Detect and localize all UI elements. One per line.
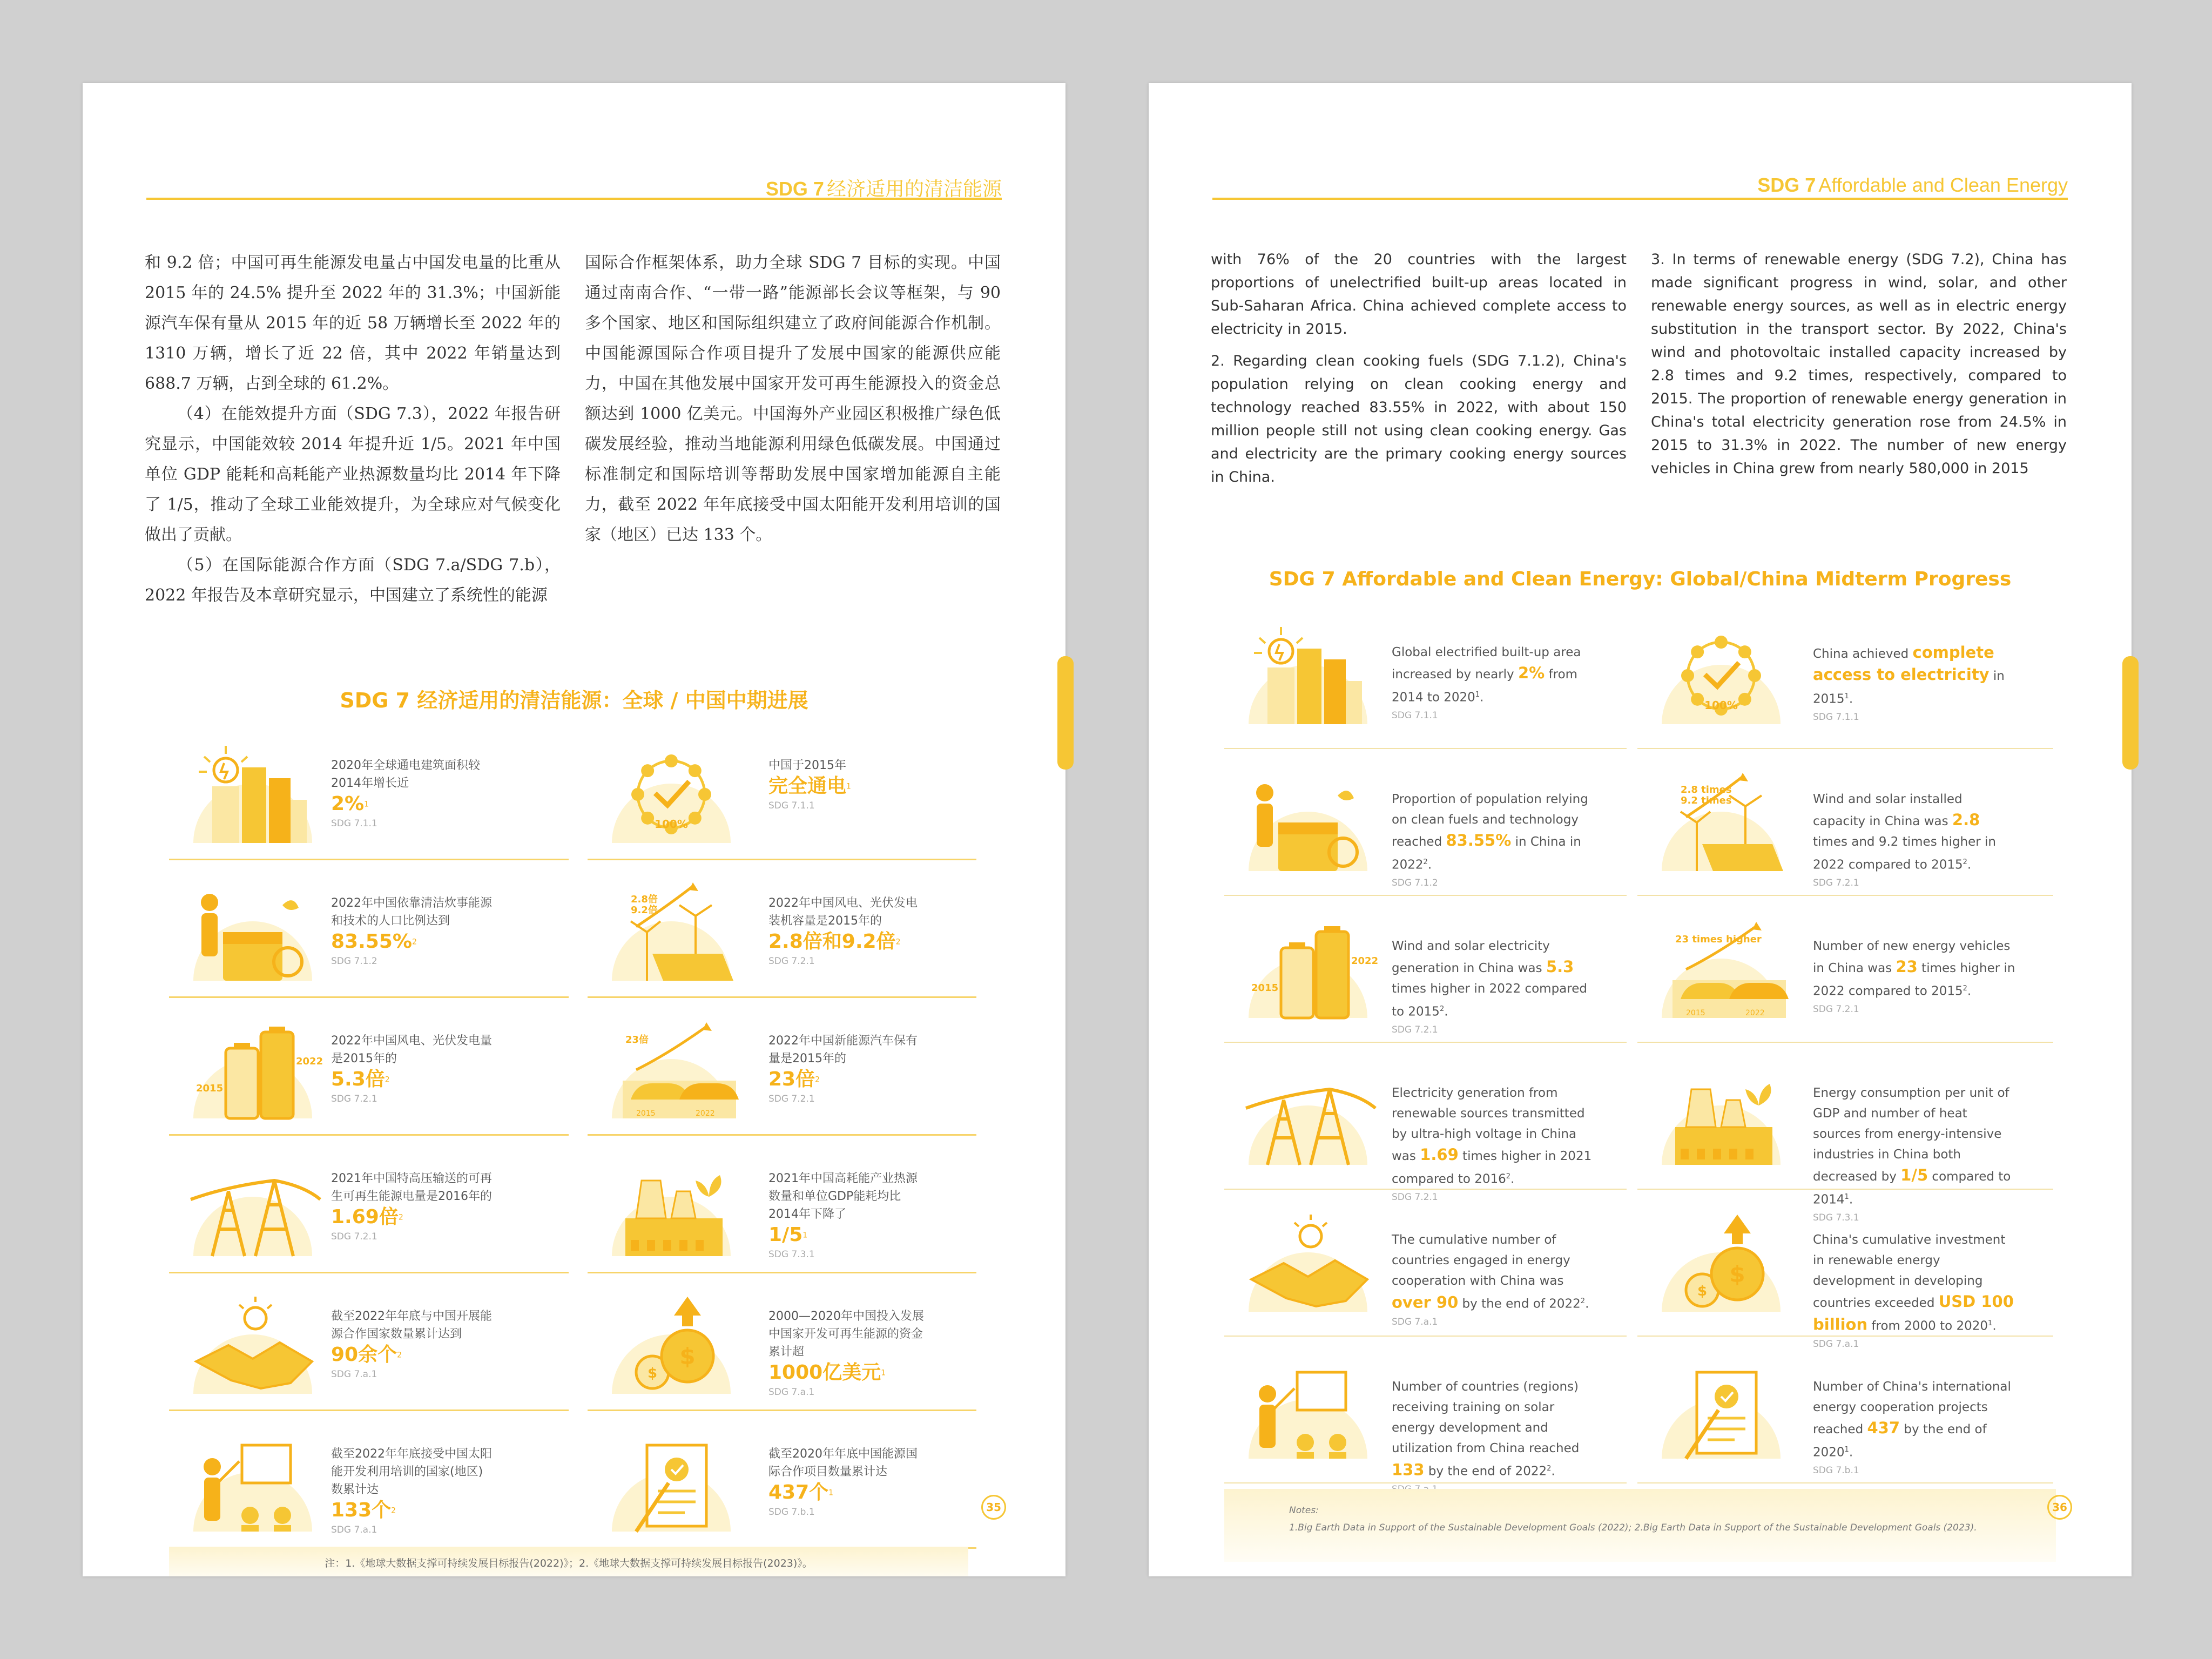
item-value: 1000亿美元 [768, 1361, 881, 1384]
item-sdg-code: SDG 7.1.1 [1392, 710, 1438, 721]
page-number: 36 [2047, 1495, 2072, 1520]
item-sdg-code: SDG 7.2.1 [768, 1094, 815, 1104]
item-description: 2000—2020年中国投入发展中国家开发可再生能源的资金累计超 [768, 1310, 924, 1359]
item-text [768, 1307, 925, 1398]
item-text [1392, 1377, 1597, 1495]
divider [1224, 748, 1627, 749]
divider [588, 859, 976, 860]
item-sdg-code: SDG 7.b.1 [768, 1507, 815, 1518]
item-value: 1/5 [1900, 1166, 1928, 1184]
icon-label: 9.2倍 [631, 905, 658, 916]
item-sdg-code: SDG 7.a.1 [768, 1387, 815, 1398]
item-footnote: 2 [1963, 858, 1967, 866]
coins-icon [598, 1286, 744, 1399]
item-text [331, 1307, 493, 1380]
electric-car-icon [1648, 910, 1794, 1023]
item-value: 133个 [331, 1499, 392, 1521]
document-pen-icon [598, 1424, 744, 1537]
electric-car-icon [598, 1010, 744, 1124]
divider [1637, 1336, 2053, 1337]
section-title: SDG 7 经济适用的清洁能源：全球 / 中国中期进展 [340, 689, 808, 712]
battery-icon [1235, 910, 1381, 1023]
progress-item [588, 1136, 976, 1273]
item-value: 437个 [768, 1481, 829, 1503]
item-value: 1.69 [1420, 1145, 1459, 1164]
divider [1637, 1189, 2053, 1190]
clean-cooking-icon [180, 873, 326, 986]
icon-label: 23 times higher [1675, 934, 1762, 945]
training-icon [180, 1424, 326, 1537]
item-footnote: 1 [802, 1231, 808, 1240]
item-footnote: 1 [1475, 691, 1480, 699]
item-description: 2022年中国风电、光伏发电量是2015年的 [331, 1034, 492, 1065]
item-description: Number of China's international energy cooperation projects reached 437 by the end of 2020$^1$. [1813, 1380, 2011, 1460]
notes: 注：1.《地球大数据支撑可持续发展目标报告(2022)》；2.《地球大数据支撑可持续发展目标报告(2023)》。 [169, 1547, 968, 1576]
icon-label: 2015 [1686, 1009, 1705, 1017]
item-text [1392, 1230, 1597, 1327]
divider [169, 859, 569, 860]
item-value: USD 100 billion [1813, 1292, 2014, 1334]
progress-item [1637, 1045, 2053, 1223]
item-text [331, 1032, 493, 1104]
buildings-lightning-icon [1235, 616, 1381, 730]
item-description: Global electrified built-up area increased by nearly 2% from 2014 to 2020$^1$. [1392, 645, 1581, 705]
item-sdg-code: SDG 7.a.1 [1813, 1338, 1859, 1350]
paragraph: 和 9.2 倍；中国可再生能源发电量占中国发电量的比重从 2015 年的 24.5% 提升至 2022 年的 31.3%；中国新能源汽车保有量从 2015 年的近 58 万辆增长至 2022 年的 1310 万辆，增长了近 22 倍，其中 2022 年销量达到 688.7 万辆，占到全球的 61.2%。 [145, 253, 561, 393]
item-value: 83.55% [331, 930, 412, 953]
item-text [1392, 642, 1597, 721]
item-text [331, 1170, 493, 1242]
item-value: complete access to electricity [1813, 643, 1994, 684]
progress-item [169, 723, 569, 860]
electricity-ring-icon [598, 735, 744, 848]
clean-cooking-icon [1235, 763, 1381, 876]
svg-text:$: $ [1697, 1283, 1708, 1299]
item-sdg-code: SDG 7.2.1 [1392, 1024, 1438, 1035]
progress-item [1637, 898, 2053, 1043]
icon-label: 2022 [696, 1109, 715, 1118]
right-page [1149, 83, 2132, 1576]
item-footnote: 1 [364, 800, 369, 809]
svg-text:$: $ [679, 1343, 696, 1370]
running-head [146, 174, 1002, 200]
icon-label: 2022 [1745, 1009, 1765, 1017]
handshake-icon [1235, 1204, 1381, 1317]
svg-text:$: $ [647, 1365, 658, 1381]
item-value: 83.55% [1446, 831, 1512, 849]
running-head [1212, 174, 2068, 200]
divider [588, 1410, 976, 1411]
page-number: 35 [981, 1495, 1006, 1520]
item-footnote: 2 [385, 1075, 390, 1084]
item-description: 2022年中国新能源汽车保有量是2015年的 [768, 1034, 918, 1065]
item-sdg-code: SDG 7.2.1 [1392, 1191, 1438, 1203]
wind-solar-icon [598, 873, 744, 986]
divider [1637, 1482, 2053, 1483]
icon-label: 2015 [636, 1109, 656, 1118]
item-value: 2% [1518, 664, 1545, 682]
handshake-icon [180, 1286, 326, 1399]
progress-item [1637, 604, 2053, 749]
progress-item [1224, 1339, 1627, 1483]
progress-item [169, 1412, 569, 1549]
paragraph: （4）在能效提升方面（SDG 7.3），2022 年报告研究显示，中国能效较 2014 年提升近 1/5。2021 年中国单位 GDP 能耗和高耗能产业热源数量均比 2014 年下降了 1/5，推动了全球工业能效提升，为全球应对气候变化做出了贡献。 [145, 404, 561, 544]
factory-plant-icon [598, 1148, 744, 1262]
progress-item [169, 1274, 569, 1411]
progress-item [169, 861, 569, 998]
item-footnote: 1 [1844, 1193, 1849, 1201]
item-sdg-code: SDG 7.a.1 [331, 1525, 377, 1535]
item-sdg-code: SDG 7.1.1 [1813, 711, 1859, 723]
item-description: Number of countries (regions) receiving training on solar energy development and utilization from China reached 133 by the end of 2022$^2$. [1392, 1380, 1580, 1479]
item-footnote: 2 [1547, 1465, 1552, 1473]
item-footnote: 1 [1844, 1446, 1849, 1454]
icon-label: 23倍 [625, 1034, 649, 1046]
power-tower-icon [1235, 1057, 1381, 1170]
progress-item [169, 999, 569, 1136]
paragraph: （5）在国际能源合作方面（SDG 7.a/SDG 7.b），2022 年报告及本章研究显示，中国建立了系统性的能源 [145, 556, 561, 605]
divider [1224, 1482, 1627, 1483]
divider [169, 1272, 569, 1273]
icon-label: 2015 [196, 1083, 224, 1094]
running-head-title: 经济适用的清洁能源 [826, 178, 1002, 200]
item-value: 5.3倍 [331, 1068, 385, 1090]
item-text [768, 757, 925, 811]
item-description: China's cumulative investment in renewable energy development in developing countries exceeded USD 100 billion from 2000 to 2020$^1$. [1813, 1233, 2014, 1334]
item-text [331, 894, 493, 967]
item-description: Wind and solar installed capacity in China was 2.8 times and 9.2 times higher in 2022 compared to 2015$^2$. [1813, 792, 1997, 872]
item-value: 2% [331, 793, 365, 815]
item-description: 截至2020年年底中国能源国际合作项目数量累计达 [768, 1447, 918, 1479]
running-head-sdg: SDG 7 [1757, 174, 1816, 196]
item-footnote: 2 [1963, 984, 1967, 993]
icon-label: 2015 [1251, 982, 1279, 994]
divider [169, 1410, 569, 1411]
item-description: 2022年中国依靠清洁炊事能源和技术的人口比例达到 [331, 896, 492, 928]
item-value: over 90 [1392, 1293, 1459, 1312]
item-value: 完全通电 [768, 775, 847, 797]
divider [1637, 1042, 2053, 1043]
training-icon [1235, 1351, 1381, 1464]
item-footnote: 2 [412, 938, 417, 947]
divider [1637, 895, 2053, 896]
item-sdg-code: SDG 7.1.1 [331, 818, 377, 829]
body-column-2 [585, 248, 1001, 550]
progress-item [1224, 898, 1627, 1043]
divider [1224, 1042, 1627, 1043]
buildings-lightning-icon [180, 735, 326, 848]
item-footnote: 2 [1423, 858, 1428, 866]
running-head-sdg: SDG 7 [765, 178, 824, 200]
item-text [768, 1170, 925, 1260]
item-text [1392, 789, 1597, 888]
divider [588, 1272, 976, 1273]
item-footnote: 1 [828, 1488, 834, 1498]
item-footnote: 2 [1580, 1297, 1586, 1305]
divider [588, 1134, 976, 1136]
svg-text:$: $ [1729, 1261, 1745, 1287]
item-footnote: 1 [881, 1368, 886, 1378]
icon-label: 2.8 times [1681, 784, 1732, 795]
progress-item [588, 1274, 976, 1411]
progress-item [588, 861, 976, 998]
item-value: 90余个 [331, 1344, 397, 1366]
item-sdg-code: SDG 7.2.1 [331, 1094, 377, 1104]
item-value: 2.8 [1952, 811, 1980, 829]
item-description: 2021年中国高耗能产业热源数量和单位GDP能耗均比2014年下降了 [768, 1172, 918, 1221]
item-text [1392, 1083, 1597, 1203]
item-text [1813, 936, 2018, 1015]
icon-label: 2022 [1351, 955, 1379, 967]
notes-text: 1.Big Earth Data in Support of the Sustainable Development Goals (2022); 2.Big Earth Data in Support of the Sustainable Development Goals (2023). [1289, 1522, 1977, 1533]
item-description: Electricity generation from renewable sources transmitted by ultra-high voltage in China was 1.69 times higher in 2021 compared to 2016$^2$. [1392, 1086, 1592, 1186]
progress-item [1224, 1192, 1627, 1337]
item-text [331, 757, 493, 829]
item-description: Proportion of population relying on clean fuels and technology reached 83.55% in China in 2022$^2$. [1392, 792, 1588, 872]
item-description: Wind and solar electricity generation in China was 5.3 times higher in 2022 compared to 2015$^2$. [1392, 939, 1587, 1019]
chapter-tab [1057, 656, 1074, 770]
item-sdg-code: SDG 7.2.1 [768, 956, 815, 967]
item-footnote: 2 [1439, 1005, 1445, 1013]
battery-icon [180, 1010, 326, 1124]
item-footnote: 1 [1844, 692, 1849, 700]
item-footnote: 2 [391, 1506, 396, 1515]
item-footnote: 2 [815, 1075, 820, 1084]
document-pen-icon [1648, 1351, 1794, 1464]
item-sdg-code: SDG 7.1.1 [768, 800, 815, 811]
item-text [768, 1445, 925, 1518]
body-column-2 [1651, 248, 2067, 489]
left-page [83, 83, 1065, 1576]
icon-label: 9.2 times [1681, 795, 1732, 806]
item-sdg-code: SDG 7.a.1 [1392, 1316, 1438, 1327]
divider [169, 996, 569, 998]
item-description: 2021年中国特高压输送的可再生可再生能源电量是2016年的 [331, 1172, 492, 1203]
item-value: 23倍 [768, 1068, 815, 1090]
progress-item [1637, 751, 2053, 896]
paragraph: 3. In terms of renewable energy (SDG 7.2), China has made significant progress in wind, solar, and other renewable energy sources, as well as in electric energy substitution in the transport sector. By 2022, China's wind and photovoltaic installed capacity increased by 2.8 times and 9.2 times, respectively, compared to 2015. The proportion of renewable energy generation in China's total electricity generation rose from 24.5% in 2015 to 31.3% in 2022. The number of new energy vehicles in China grew from nearly 580,000 in 2015 [1651, 251, 2067, 477]
chapter-tab [2122, 656, 2139, 770]
item-description: Number of new energy vehicles in China was 23 times higher in 2022 compared to 2015$^2$. [1813, 939, 2015, 999]
item-footnote: 2 [895, 938, 901, 947]
item-footnote: 2 [397, 1351, 402, 1360]
item-description: China achieved complete access to electricity in 2015$^1$. [1813, 643, 2005, 706]
divider [1637, 748, 2053, 749]
electricity-ring-icon [1648, 616, 1794, 730]
item-text [768, 894, 925, 967]
icon-label: 100% [1704, 699, 1738, 712]
item-description: 2022年中国风电、光伏发电装机容量是2015年的 [768, 896, 918, 928]
wind-solar-icon [1648, 763, 1794, 876]
item-value: 5.3 [1546, 957, 1574, 976]
notes [1224, 1489, 2056, 1562]
divider [588, 996, 976, 998]
progress-item [1637, 1192, 2053, 1350]
item-sdg-code: SDG 7.3.1 [768, 1249, 815, 1260]
item-description: 2020年全球通电建筑面积较2014年增长近 [331, 759, 480, 790]
divider [169, 1134, 569, 1136]
item-text [331, 1445, 493, 1535]
paragraph: with 76% of the 20 countries with the largest proportions of unelectrified built-up areas located in Sub-Saharan Africa. China achieved complete access to electricity in 2015. [1211, 251, 1627, 338]
item-text [1813, 642, 2018, 723]
section-title: SDG 7 Affordable and Clean Energy: Global/China Midterm Progress [1269, 568, 2012, 590]
body-column-1 [145, 248, 561, 611]
item-value: 133 [1392, 1460, 1425, 1479]
item-value: 2.8倍和9.2倍 [768, 930, 896, 953]
item-description: 截至2022年年底接受中国太阳能开发利用培训的国家(地区)数累计达 [331, 1447, 492, 1496]
progress-item [1224, 751, 1627, 896]
divider [1224, 895, 1627, 896]
progress-item [1224, 1045, 1627, 1203]
paragraph: 2. Regarding clean cooking fuels (SDG 7.1.2), China's population relying on clean cooking energy and technology reached 83.55% in 2022, with about 150 million people still not using clean cooking energy. Gas and electricity are the primary cooking energy sources in China. [1211, 353, 1627, 485]
item-description: Energy consumption per unit of GDP and number of heat sources from energy-intensive industries in China both decreased by 1/5 compared to 2014$^1$. [1813, 1086, 2011, 1207]
item-sdg-code: SDG 7.2.1 [1813, 1003, 1859, 1015]
progress-item [1224, 604, 1627, 749]
item-sdg-code: SDG 7.a.1 [331, 1369, 377, 1380]
body-column-1 [1211, 248, 1627, 497]
running-head-title: Affordable and Clean Energy [1818, 174, 2068, 196]
divider [1224, 1336, 1627, 1337]
item-sdg-code: SDG 7.3.1 [1813, 1212, 1859, 1223]
item-description: The cumulative number of countries engaged in energy cooperation with China was over 90 by the end of 2022$^2$. [1392, 1233, 1589, 1312]
item-text [1813, 1377, 2018, 1476]
notes-heading: Notes: [1289, 1505, 1319, 1516]
item-text [1813, 1230, 2018, 1350]
item-footnote: 1 [1988, 1319, 1993, 1327]
item-value: 1/5 [768, 1224, 803, 1246]
item-value: 23 [1896, 957, 1918, 976]
item-text [1813, 789, 2018, 888]
item-footnote: 1 [846, 782, 851, 791]
item-footnote: 2 [1506, 1172, 1511, 1181]
icon-label: 2022 [296, 1056, 323, 1067]
item-sdg-code: SDG 7.1.2 [1392, 877, 1438, 888]
progress-item [588, 723, 976, 860]
item-value: 1.69倍 [331, 1206, 399, 1228]
item-sdg-code: SDG 7.2.1 [331, 1231, 377, 1242]
paragraph: 国际合作框架体系，助力全球 SDG 7 目标的实现。中国通过南南合作、“一带一路”能源部长会议等框架，与 90 多个国家、地区和国际组织建立了政府间能源合作机制。中国能源国际合作项目提升了发展中国家的能源供应能力，中国在其他发展中国家开发可再生能源投入的资金总额达到 1000 亿美元。中国海外产业园区积极推广绿色低碳发展经验，推动当地能源利用绿色低碳发展。中国通过标准制定和国际培训等帮助发展中国家增加能源自主能力，截至 2022 年年底接受中国太阳能开发利用培训的国家（地区）已达 133 个。 [585, 253, 1001, 544]
item-sdg-code: SDG 7.1.2 [331, 956, 377, 967]
factory-plant-icon [1648, 1057, 1794, 1170]
progress-item [1637, 1339, 2053, 1483]
item-sdg-code: SDG 7.b.1 [1813, 1465, 1859, 1476]
item-sdg-code: SDG 7.2.1 [1813, 877, 1859, 888]
item-footnote: 2 [398, 1213, 403, 1222]
icon-label: 100% [655, 818, 688, 831]
item-text [768, 1032, 925, 1104]
progress-item [588, 999, 976, 1136]
progress-item [588, 1412, 976, 1549]
icon-label: 2.8倍 [631, 894, 658, 905]
item-description: 截至2022年年底与中国开展能源合作国家数量累计达到 [331, 1310, 492, 1341]
item-description: 中国于2015年 [768, 759, 846, 772]
coins-icon [1648, 1204, 1794, 1317]
divider [1224, 1189, 1627, 1190]
power-tower-icon [180, 1148, 326, 1262]
progress-item [169, 1136, 569, 1273]
item-value: 437 [1867, 1419, 1900, 1437]
item-text [1392, 936, 1597, 1035]
